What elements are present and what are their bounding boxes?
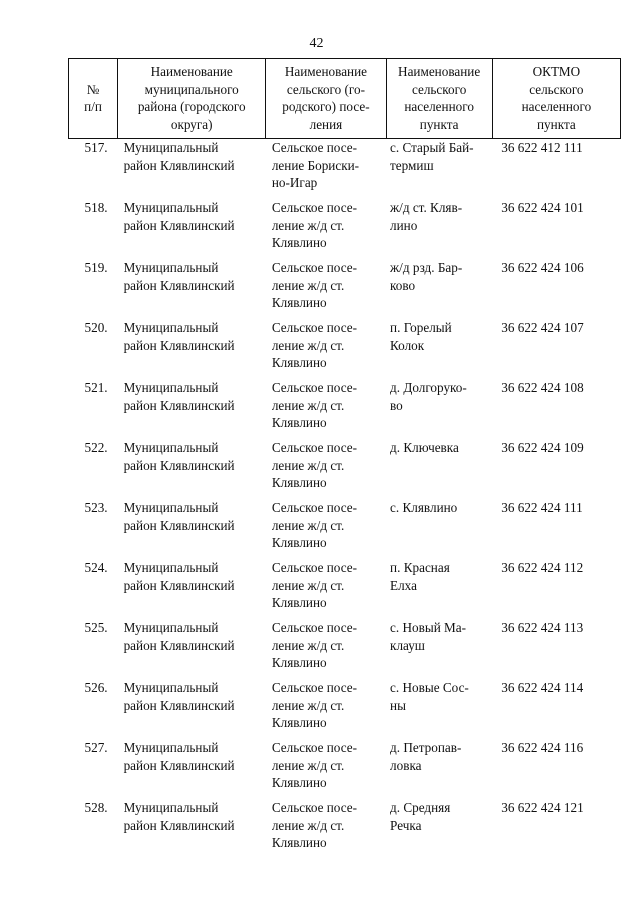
header-num: № п/п <box>69 59 118 139</box>
district-name: Муниципальный район Клявлинский <box>123 140 235 173</box>
table-row <box>69 679 621 739</box>
locality-name: п. Горелый Колок <box>390 320 452 353</box>
table-row <box>69 439 621 499</box>
table-row <box>69 259 621 319</box>
oktmo-code: 36 622 424 113 <box>501 620 584 635</box>
settlements-table <box>68 58 621 859</box>
table-row <box>69 499 621 559</box>
oktmo-code: 36 622 424 107 <box>501 320 584 335</box>
district-name: Муниципальный район Клявлинский <box>123 680 235 713</box>
row-number: 517. <box>84 140 108 155</box>
settlement-name: Сельское посе- ление ж/д ст. Клявлино <box>271 740 357 790</box>
oktmo-code: 36 622 424 116 <box>501 740 584 755</box>
locality-name: п. Красная Елха <box>390 560 450 593</box>
oktmo-code: 36 622 424 108 <box>501 380 584 395</box>
settlement-name: Сельское посе- ление ж/д ст. Клявлино <box>271 620 357 670</box>
locality-name: д. Ключевка <box>390 440 459 455</box>
row-number: 519. <box>84 260 108 275</box>
settlement-name: Сельское посе- ление ж/д ст. Клявлино <box>271 440 357 490</box>
district-name: Муниципальный район Клявлинский <box>123 800 235 833</box>
district-name: Муниципальный район Клявлинский <box>123 380 235 413</box>
settlement-name: Сельское посе- ление ж/д ст. Клявлино <box>271 680 357 730</box>
settlement-name: Сельское посе- ление ж/д ст. Клявлино <box>271 800 357 850</box>
table-header-row <box>69 59 621 139</box>
row-number: 528. <box>84 800 108 815</box>
district-name: Муниципальный район Клявлинский <box>123 620 235 653</box>
oktmo-code: 36 622 424 114 <box>501 680 584 695</box>
locality-name: д. Петропав- ловка <box>390 740 462 773</box>
settlement-name: Сельское посе- ление ж/д ст. Клявлино <box>271 500 357 550</box>
oktmo-code: 36 622 424 109 <box>501 440 584 455</box>
header-settlement: Наименование сельского (го- родского) посе- ления <box>266 59 386 139</box>
row-number: 522. <box>84 440 108 455</box>
header-locality: Наименование сельского населенного пункта <box>386 59 492 139</box>
page-number: 42 <box>309 36 324 51</box>
oktmo-code: 36 622 424 101 <box>501 200 584 215</box>
locality-name: д. Долгоруко- во <box>390 380 467 413</box>
district-name: Муниципальный район Клявлинский <box>123 440 235 473</box>
table-row <box>69 619 621 679</box>
locality-name: д. Средняя Речка <box>390 800 451 833</box>
locality-name: с. Клявлино <box>390 500 458 515</box>
locality-name: ж/д рзд. Бар- ково <box>390 260 463 293</box>
settlement-name: Сельское посе- ление ж/д ст. Клявлино <box>271 380 357 430</box>
settlement-name: Сельское посе- ление ж/д ст. Клявлино <box>271 260 357 310</box>
district-name: Муниципальный район Клявлинский <box>123 320 235 353</box>
row-number: 527. <box>84 740 108 755</box>
table-row <box>69 319 621 379</box>
settlement-name: Сельское посе- ление ж/д ст. Клявлино <box>271 200 357 250</box>
district-name: Муниципальный район Клявлинский <box>123 560 235 593</box>
table-row <box>69 379 621 439</box>
oktmo-code: 36 622 424 111 <box>501 500 583 515</box>
district-name: Муниципальный район Клявлинский <box>123 200 235 233</box>
locality-name: с. Новые Сос- ны <box>390 680 469 713</box>
table-row <box>69 199 621 259</box>
oktmo-code: 36 622 412 111 <box>501 140 583 155</box>
table-row <box>69 739 621 799</box>
district-name: Муниципальный район Клявлинский <box>123 740 235 773</box>
header-oktmo: ОКТМО сельского населенного пункта <box>492 59 620 139</box>
settlement-name: Сельское посе- ление ж/д ст. Клявлино <box>271 320 357 370</box>
header-district: Наименование муниципального района (городского округа) <box>118 59 266 139</box>
table-row <box>69 799 621 859</box>
row-number: 520. <box>84 320 108 335</box>
settlement-name: Сельское посе- ление ж/д ст. Клявлино <box>271 560 357 610</box>
oktmo-code: 36 622 424 112 <box>501 560 584 575</box>
row-number: 523. <box>84 500 108 515</box>
row-number: 525. <box>84 620 108 635</box>
oktmo-code: 36 622 424 106 <box>501 260 584 275</box>
locality-name: с. Старый Бай- термиш <box>390 140 474 173</box>
row-number: 521. <box>84 380 108 395</box>
district-name: Муниципальный район Клявлинский <box>123 500 235 533</box>
table-row <box>69 559 621 619</box>
row-number: 518. <box>84 200 108 215</box>
oktmo-code: 36 622 424 121 <box>501 800 584 815</box>
table-row <box>69 139 621 200</box>
settlement-name: Сельское посе- ление Бориски- но-Игар <box>271 140 360 190</box>
district-name: Муниципальный район Клявлинский <box>123 260 235 293</box>
row-number: 526. <box>84 680 108 695</box>
locality-name: с. Новый Ма- клауш <box>390 620 467 653</box>
locality-name: ж/д ст. Кляв- лино <box>390 200 463 233</box>
row-number: 524. <box>84 560 108 575</box>
